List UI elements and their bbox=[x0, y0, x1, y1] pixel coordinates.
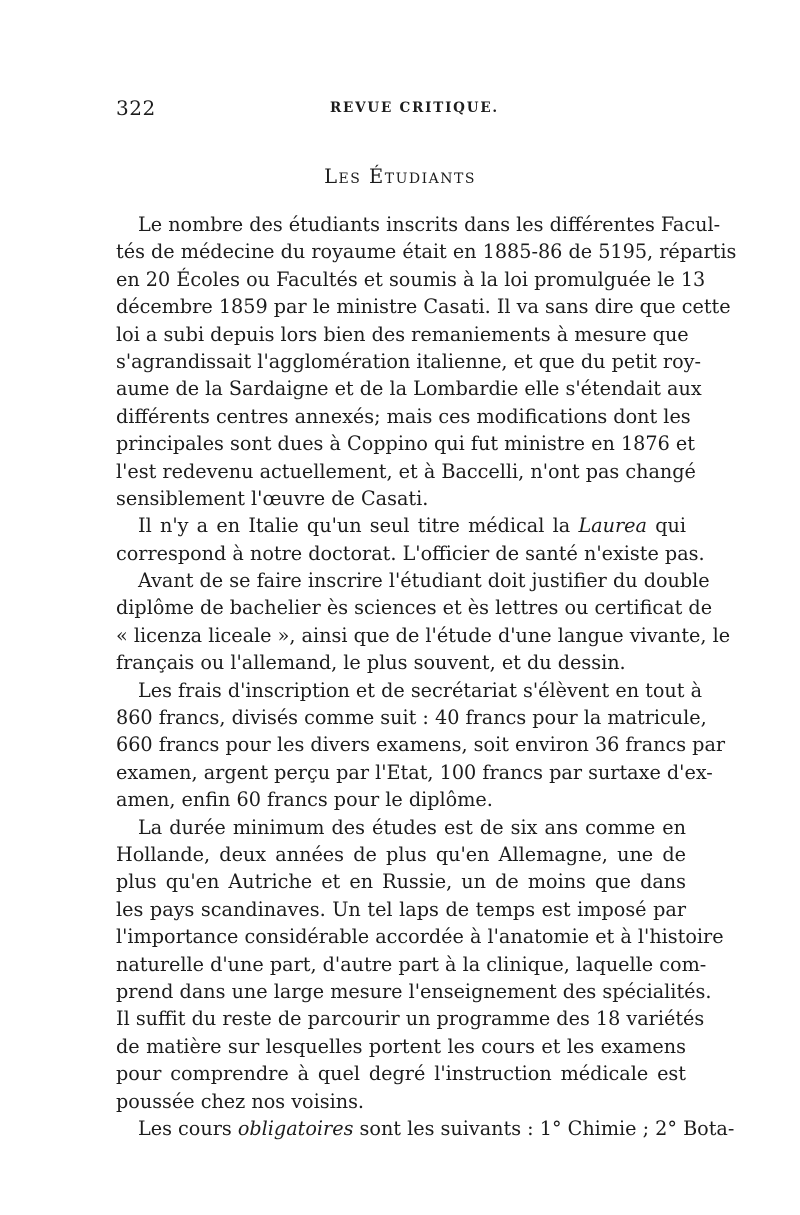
text-segment: qui bbox=[655, 514, 686, 538]
text-line: 860 francs, divisés comme suit : 40 francs pour la matricule, bbox=[116, 706, 707, 730]
italic-term: Laurea bbox=[578, 514, 647, 538]
italic-term: obligatoires bbox=[237, 1116, 354, 1140]
text-line: correspond à notre doctorat. L'officier de santé n'existe pas. bbox=[116, 541, 705, 565]
text-line: Les frais d'inscription et de secrétariat s'élèvent en tout à bbox=[138, 678, 703, 702]
section-title: Les Étudiants bbox=[324, 165, 476, 188]
page-number: 322 bbox=[116, 96, 156, 120]
text-line: pour comprendre à quel degré l'instruction médicale est bbox=[116, 1062, 686, 1086]
text-line: l'est redevenu actuellement, et à Baccelli, n'ont pas changé bbox=[116, 459, 696, 483]
text-line: principales sont dues à Coppino qui fut ministre en 1876 et bbox=[116, 432, 695, 456]
text-line: prend dans une large mesure l'enseignement des spécialités. bbox=[116, 979, 712, 1003]
text-line: décembre 1859 par le ministre Casati. Il va sans dire que cette bbox=[116, 295, 731, 319]
text-line: sensiblement l'œuvre de Casati. bbox=[116, 486, 429, 510]
text-line: plus qu'en Autriche et en Russie, un de moins que dans bbox=[116, 870, 686, 894]
text-line: naturelle d'une part, d'autre part à la clinique, laquelle com- bbox=[116, 952, 707, 976]
text-line: s'agrandissait l'agglomération italienne, et que du petit roy- bbox=[116, 349, 701, 373]
text-line: loi a subi depuis lors bien des remaniements à mesure que bbox=[116, 322, 689, 346]
text-segment: sont les suivants : 1° Chimie ; 2° Bota- bbox=[359, 1116, 735, 1140]
text-line: aume de la Sardaigne et de la Lombardie elle s'étendait aux bbox=[116, 377, 702, 401]
text-line-mixed bbox=[116, 512, 686, 539]
text-line: de matière sur lesquelles portent les cours et les examens bbox=[116, 1034, 686, 1058]
text-line: Hollande, deux années de plus qu'en Allemagne, une de bbox=[116, 842, 686, 866]
text-line: Avant de se faire inscrire l'étudiant doit justifier du double bbox=[138, 569, 710, 593]
text-line: diplôme de bachelier ès sciences et ès lettres ou certificat de bbox=[116, 596, 713, 620]
text-line: l'importance considérable accordée à l'anatomie et à l'histoire bbox=[116, 925, 724, 949]
text-line-mixed bbox=[116, 1115, 735, 1142]
text-segment: Il n'y a en Italie qu'un seul titre médical la bbox=[138, 514, 571, 538]
text-line: Il suffit du reste de parcourir un programme des 18 variétés bbox=[116, 1007, 705, 1031]
text-line: Le nombre des étudiants inscrits dans les différentes Facul- bbox=[138, 213, 721, 236]
text-line: poussée chez nos voisins. bbox=[116, 1089, 365, 1113]
text-line: tés de médecine du royaume était en 1885-86 de 5195, répartis bbox=[116, 240, 737, 264]
text-line: amen, enfin 60 francs pour le diplôme. bbox=[116, 788, 493, 812]
text-line: examen, argent perçu par l'Etat, 100 francs par surtaxe d'ex- bbox=[116, 760, 713, 784]
text-line: « licenza liceale », ainsi que de l'étude d'une langue vivante, le bbox=[116, 623, 731, 647]
text-line: La durée minimum des études est de six ans comme en bbox=[138, 815, 686, 839]
text-line: les pays scandinaves. Un tel laps de temps est imposé par bbox=[116, 897, 686, 921]
body-text bbox=[116, 211, 737, 1142]
running-title: REVUE CRITIQUE. bbox=[330, 100, 499, 116]
text-line: en 20 Écoles ou Facultés et soumis à la loi promulguée le 13 bbox=[116, 267, 706, 291]
text-line: 660 francs pour les divers examens, soit environ 36 francs par bbox=[116, 733, 726, 757]
text-segment: Les cours bbox=[138, 1116, 232, 1140]
text-line: français ou l'allemand, le plus souvent, et du dessin. bbox=[116, 651, 626, 675]
running-head bbox=[116, 96, 686, 122]
text-line: différents centres annexés; mais ces modifications dont les bbox=[116, 404, 691, 428]
